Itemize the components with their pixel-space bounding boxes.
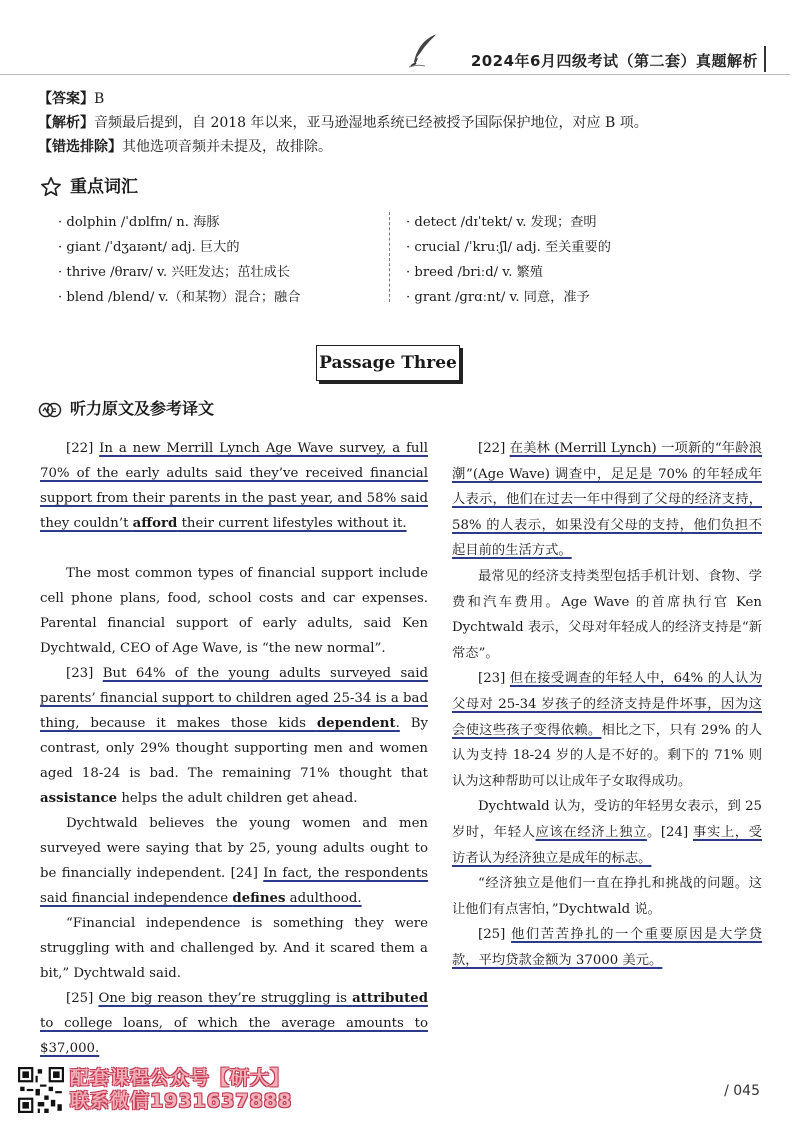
quill-icon [407, 32, 441, 68]
underlined-text: 但在接受调查的年轻人中，64% 的人认为父母对 25-34 岁孩子的经济支持是件坏事，因为这会使这些孩子变得依赖。 [452, 671, 762, 738]
vocab-entry: blend /blend/ v.（和某物）混合；融合 [66, 290, 301, 305]
vocab-item: · breed /briːd/ v. 繁殖 [406, 265, 543, 280]
underlined-text: 他们苦苦挣扎的一个重要原因是大学贷款，平均贷款金额为 37000 美元。 [452, 927, 762, 968]
text: By contrast, only 29% thought supporting men and women aged 18-24 is bad. The remaining 71% thought that [40, 716, 429, 781]
underlined-text [40, 991, 428, 1056]
bold-word: afford [132, 516, 178, 531]
paragraph [40, 986, 428, 1061]
watermark-line: 联系微信1931637888 [70, 1090, 293, 1112]
paragraph [452, 436, 762, 564]
paragraph [40, 661, 428, 811]
underlined-text: 应该在经济上独立 [535, 824, 647, 840]
question-number: [23] [66, 666, 103, 681]
page-number: / 045 [724, 1083, 760, 1099]
elimination-line [38, 135, 758, 159]
star-icon [40, 176, 62, 198]
text: to college loans, of which the average amounts to $37,000. [40, 1016, 428, 1056]
chinese-translation [452, 436, 762, 973]
vocab-entry: crucial /ˈkruːʃl/ adj. 至关重要的 [414, 240, 611, 255]
watermark-line: 配套课程公众号【研大】 [70, 1067, 291, 1089]
question-number: [23] [478, 671, 510, 687]
text: In fact, the respondents said financial independence [40, 866, 428, 906]
bold-word: defines [232, 891, 286, 906]
text: their current lifestyles without it. [177, 516, 407, 531]
paragraph [452, 871, 762, 922]
text: One big reason they’re struggling is [98, 991, 353, 1006]
vocab-item: · giant /ˈdʒaɪənt/ adj. 巨大的 [58, 240, 240, 255]
analysis-text: 音频最后提到，自 2018 年以来，亚马逊湿地系统已经被授予国际保护地位，对应 B 项。 [94, 115, 648, 131]
vocab-list-left [58, 210, 378, 310]
bold-word: assistance [40, 791, 118, 806]
answer-tag: 【答案】 [38, 91, 94, 107]
vocab-entry: grant /ɡrɑːnt/ v. 同意，准予 [414, 290, 590, 305]
text: “经济独立是他们一直在挣扎和挑战的问题。这让他们有点害怕，”Dychtwald 说。 [452, 876, 762, 917]
vocab-item: · crucial /ˈkruːʃl/ adj. 至关重要的 [406, 240, 611, 255]
analysis-line [38, 111, 758, 135]
vocab-list-right [406, 210, 746, 310]
headphones-icon [38, 399, 62, 421]
answer-block [38, 87, 758, 159]
text: 相比之下，只有 29% 的人认为支持 18-24 岁的人是不好的。剩下的 71% 则认为这种帮助可以让成年子女取得成功。 [452, 722, 762, 789]
paragraph [452, 564, 762, 666]
section-heading [38, 396, 214, 422]
paragraph [40, 436, 428, 536]
vocab-item: · dolphin /ˈdɒlfɪn/ n. 海豚 [58, 215, 220, 230]
question-number: [25] [66, 991, 99, 1006]
passage-title: Passage Three [319, 353, 457, 373]
vocab-item: · grant /ɡrɑːnt/ v. 同意，准予 [406, 290, 590, 305]
section-title: 听力原文及参考译文 [70, 399, 215, 418]
paragraph [452, 666, 762, 794]
header-rule [0, 74, 790, 75]
text: 最常见的经济支持类型包括手机计划、食物、学费和汽车费用。Age Wave 的首席执行官 Ken Dychtwald 表示，父母对年轻成人的经济支持是“新常态”。 [452, 568, 762, 661]
header-bar [764, 46, 766, 72]
english-transcript [40, 436, 428, 1061]
vocab-heading [40, 172, 138, 200]
elimination-text: 其他选项音频并未提及，故排除。 [122, 139, 332, 155]
paragraph [40, 911, 428, 986]
text: “Financial independence is something they were struggling with and challenged by. And it scared them a bit,” Dychtwald said. [40, 916, 428, 981]
vocab-entry: breed /briːd/ v. 繁殖 [414, 265, 543, 280]
text: But 64% of the young adults surveyed said parents’ financial support to children aged 25-34 is a bad thing, because it makes those kids [40, 666, 429, 731]
question-number: [22] [66, 441, 100, 456]
vocab-item: · blend /blend/ v.（和某物）混合；融合 [58, 290, 301, 305]
answer-value: B [94, 91, 105, 107]
question-number: [25] [478, 927, 512, 943]
page-header [0, 44, 800, 74]
underlined-text: 在美林 (Merrill Lynch) 一项新的“年龄浪潮”(Age Wave) 调查中，足足是 70% 的年轻成年人表示，他们在过去一年中得到了父母的经济支持，58% 的人表示，如果没有父母的支持，他们负担不起目前的生活方式。 [452, 441, 762, 559]
underlined-text [40, 441, 428, 531]
text: helps the adult children get ahead. [117, 791, 358, 806]
underlined-text: 事实上，受访者认为经济独立是成年的标志。 [452, 824, 763, 866]
paragraph [452, 794, 762, 871]
vocab-entry: detect /dɪˈtekt/ v. 发现；查明 [414, 215, 597, 230]
text: . [395, 716, 400, 731]
vocab-title: 重点词汇 [70, 177, 138, 197]
text: Dychtwald 认为，受访的年轻男女表示，到 25 岁时，年轻人 [452, 799, 762, 840]
text: 。[24] [646, 824, 694, 840]
paragraph [40, 811, 428, 911]
paragraph [40, 561, 428, 661]
vocab-item: · thrive /θraɪv/ v. 兴旺发达；茁壮成长 [58, 265, 290, 280]
vocab-entry: dolphin /ˈdɒlfɪn/ n. 海豚 [66, 215, 220, 230]
text: adulthood. [285, 891, 362, 906]
text: In a new Merrill Lynch Age Wave survey, a full 70% of the early adults said they’ve received financial support from their parents in the past year, and 58% said they couldn’t [40, 441, 428, 531]
bold-word: attributed [352, 991, 428, 1006]
watermark [70, 1067, 320, 1113]
vocab-item: · detect /dɪˈtekt/ v. 发现；查明 [406, 215, 597, 230]
paragraph [452, 922, 762, 973]
text: Dychtwald believes the young women and men surveyed were saying that by 25, young adults ought to be financially independent. [24] [40, 816, 428, 881]
vocab-entry: thrive /θraɪv/ v. 兴旺发达；茁壮成长 [66, 265, 290, 280]
analysis-tag: 【解析】 [38, 115, 94, 131]
answer-line [38, 87, 758, 111]
vocab-divider [389, 212, 390, 302]
question-number: [22] [478, 441, 510, 456]
text: The most common types of financial support include cell phone plans, food, school costs and car expenses. Parental financial support of early adults, said Ken Dychtwald, CEO of Age Wave, is “the new normal”. [40, 566, 428, 656]
header-title: 2024年6月四级考试（第二套）真题解析 [470, 52, 758, 70]
elimination-tag: 【错选排除】 [38, 139, 122, 155]
vocab-entry: giant /ˈdʒaɪənt/ adj. 巨大的 [66, 240, 240, 255]
bold-word: dependent [316, 716, 396, 731]
passage-title-box [316, 345, 460, 381]
qr-code-icon [18, 1067, 64, 1113]
